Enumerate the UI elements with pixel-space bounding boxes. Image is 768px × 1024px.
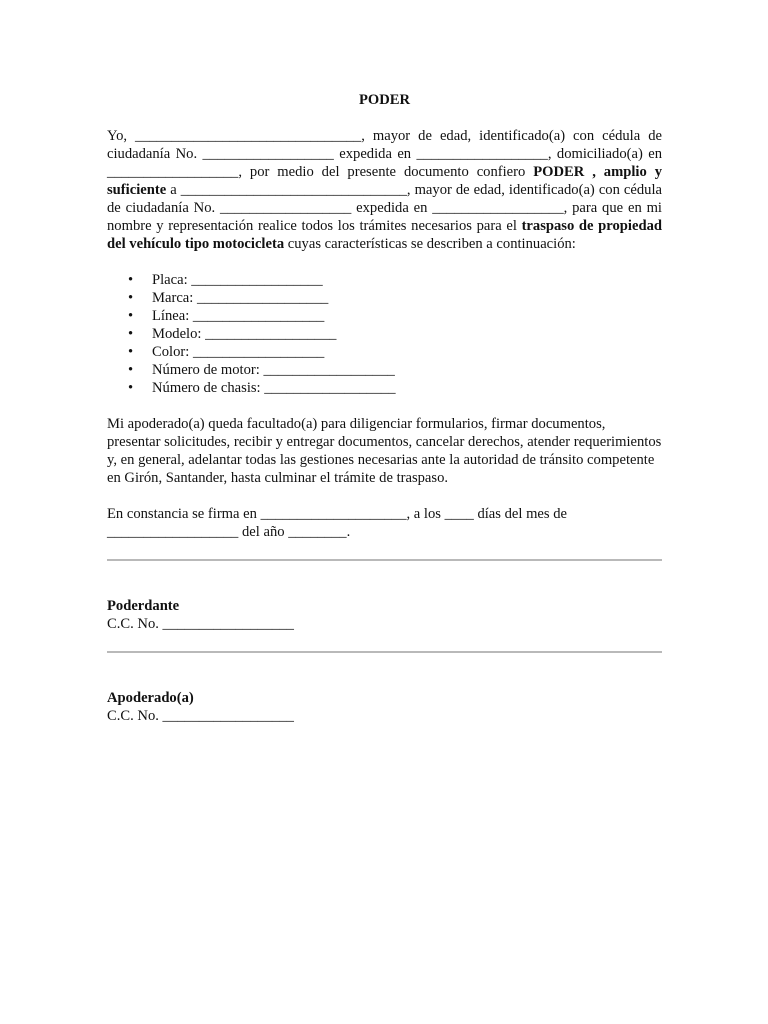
grantor-signature-block <box>107 597 662 633</box>
bullet-icon: • <box>128 290 134 306</box>
spec-color: Color: __________________ <box>152 344 325 360</box>
signing-statement <box>107 505 662 541</box>
intro-paragraph <box>107 127 662 253</box>
attorney-id-line: C.C. No. __________________ <box>107 708 294 724</box>
spec-line: Línea: __________________ <box>152 308 325 324</box>
spec-brand: Marca: __________________ <box>152 290 329 306</box>
bullet-icon: • <box>128 380 134 396</box>
signing-line-1: En constancia se firma en ____________________, a los ____ días del mes de <box>107 506 568 522</box>
intro-bold-power: PODER , amplio y suficiente <box>107 164 662 198</box>
spec-engine-number: Número de motor: __________________ <box>152 362 395 378</box>
list-item <box>107 325 662 343</box>
attorney-signature-block <box>107 689 662 725</box>
list-item <box>107 361 662 379</box>
grantor-role-label: Poderdante <box>107 598 180 614</box>
attorney-role-label: Apoderado(a) <box>107 690 194 706</box>
vehicle-specs-list <box>107 271 662 397</box>
spec-model: Modelo: __________________ <box>152 326 337 342</box>
signature-line-attorney <box>107 651 662 653</box>
bullet-icon: • <box>128 362 134 378</box>
grantor-id-line: C.C. No. __________________ <box>107 616 294 632</box>
bullet-icon: • <box>128 272 134 288</box>
list-item <box>107 289 662 307</box>
signature-line-grantor <box>107 559 662 561</box>
intro-text-3: cuyas características se describen a continuación: <box>284 236 576 252</box>
bullet-icon: • <box>128 326 134 342</box>
list-item <box>107 307 662 325</box>
document-page <box>107 91 662 743</box>
spec-plate: Placa: __________________ <box>152 272 323 288</box>
intro-bold-transfer: traspaso de propiedad del vehículo tipo motocicleta <box>107 218 662 252</box>
list-item <box>107 343 662 361</box>
document-title: PODER <box>358 92 411 108</box>
intro-text-2: a _______________________________, mayor de edad, identificado(a) con cédula de ciudadanía No. __________________ expedida en __________________, para que en mi nombre y representación realice todos los trámites necesarios para el <box>107 182 662 234</box>
bullet-icon: • <box>128 308 134 324</box>
bullet-icon: • <box>128 344 134 360</box>
faculties-paragraph: Mi apoderado(a) queda facultado(a) para diligenciar formularios, firmar documentos, presentar solicitudes, recibir y entregar documentos, cancelar derechos, atender requerimientos y, en general, adelantar todas las gestiones necesarias ante la autoridad de tránsito competente en Girón, Santander, hasta culminar el trámite de traspaso. <box>107 416 662 486</box>
list-item <box>107 379 662 397</box>
signing-line-2: __________________ del año ________. <box>107 524 351 540</box>
list-item <box>107 271 662 289</box>
spec-chassis-number: Número de chasis: __________________ <box>152 380 396 396</box>
intro-text-1: Yo, _______________________________, mayor de edad, identificado(a) con cédula de ciudadanía No. __________________ expedida en __________________, domiciliado(a) en __________________, por medio del presente documento confiero <box>107 128 662 180</box>
